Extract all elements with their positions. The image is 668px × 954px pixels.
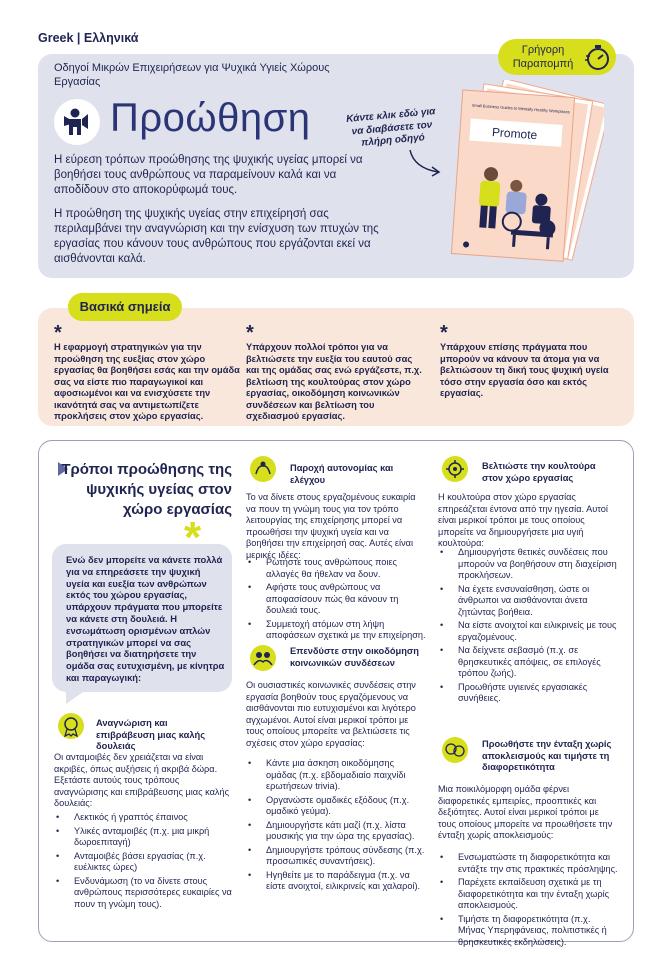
- intro-paragraph-2: Η προώθηση της ψυχικής υγείας στην επιχείρησή σας περιλαμβάνει την αναγνώριση και την ενίσχυση των πτυχών της εργασίας που κάνουν τους ανθρώπους που εργάζονται εκεί να αισθάνονται καλά.: [54, 208, 379, 265]
- list-item: • Ηγηθείτε με το παράδειγμα (π.χ. να είστε ανοιχτοί, ειλικρινείς και χαλαροί).: [246, 870, 426, 893]
- stopwatch-icon: [584, 42, 612, 72]
- quick-referral-badge[interactable]: [498, 39, 616, 75]
- culture-list: [438, 547, 618, 707]
- click-here-note[interactable]: Κάντε κλικ εδώ για να διαβάσετε τον πλήρη οδηγό: [345, 106, 436, 149]
- list-item: • Παρέχετε εκπαίδευση σχετικά με τη διαφορετικότητα και την ένταξη χωρίς αποκλεισμούς.: [438, 877, 618, 912]
- list-item: • Ρωτήστε τους ανθρώπους ποιες αλλαγές θα ήθελαν να δουν.: [246, 557, 426, 580]
- asterisk-icon: *: [246, 322, 254, 344]
- asterisk-icon: *: [440, 322, 448, 344]
- list-item: • Προωθήστε υγιεινές εργασιακές συνήθειες.: [438, 682, 618, 705]
- list-item: • Να δείχνετε σεβασμό (π.χ. σε θρησκευτικές απόψεις, σε επιλογές τρόπου ζωής).: [438, 645, 618, 680]
- group-people-icon: [250, 645, 276, 671]
- list-item: • Ενσωματώστε τη διαφορετικότητα και εντάξτε την στις πρακτικές πρόσληψης.: [438, 852, 618, 875]
- key-points-label: Βασικά σημεία: [68, 293, 182, 321]
- gear-icon: [442, 456, 468, 482]
- autonomy-list: [246, 557, 426, 644]
- inclusion-heading: Προωθήστε την ένταξη χωρίς αποκλεισμούς και τιμήστε τη διαφορετικότητα: [482, 739, 612, 772]
- list-item: • Οργανώστε ομαδικές εξόδους (π.χ. ομαδικό γεύμα).: [246, 795, 426, 818]
- list-item: • Να έχετε ενσυναίσθηση, ώστε οι άνθρωποι να αισθάνονται άνετα ζητώντας βοήθεια.: [438, 584, 618, 619]
- culture-body: Η κουλτούρα στον χώρο εργασίας επηρεάζεται έντονα από την ηγεσία. Αυτοί είναι μερικοί τρόποι με τους οποίους μπορείτε να δημιουργήσετε μια υγιή κουλτούρα:: [438, 492, 608, 548]
- list-item: • Δημιουργήστε κάτι μαζί (π.χ. λίστα μουσικής για την ώρα της εργασίας).: [246, 820, 426, 843]
- recognition-list: [54, 812, 234, 912]
- asterisk-icon: *: [184, 513, 202, 562]
- list-item: • Δημιουργήστε τρόπους σύνδεσης (π.χ. προσωπικές συναντήσεις).: [246, 845, 426, 868]
- full-guide-booklet[interactable]: [418, 80, 604, 292]
- social-list: [246, 758, 426, 895]
- medal-icon: [58, 713, 84, 739]
- social-body: Οι ουσιαστικές κοινωνικές συνδέσεις στην εργασία βοηθούν τους εργαζόμενους να αισθάνονται πιο ευτυχισμένοι και λιγότερο αγχωμένοι. Αυτοί είναι μερικοί τρόποι με τους οποίους μπορείτε να βελτιώσετε τις σχέσεις στον χώρο εργασίας:: [246, 680, 416, 748]
- guide-subtitle: Οδηγοί Μικρών Επιχειρήσεων για Ψυχικά Υγιείς Χώρους Εργασίας: [54, 62, 330, 88]
- recognition-heading: Αναγνώριση και επιβράβευση μιας καλής δουλειάς: [96, 718, 206, 751]
- culture-heading: Βελτιώστε την κουλτούρα στον χώρο εργασίας: [482, 461, 596, 483]
- inclusion-body: Μια ποικιλόμορφη ομάδα φέρνει διαφορετικές εμπειρίες, προοπτικές και δεξιότητες. Αυτοί είναι μερικοί τρόποι με τους οποίους μπορείτε να προωθήσετε την ένταξη χωρίς αποκλεισμούς:: [438, 784, 613, 840]
- social-heading: Επενδύστε στην οικοδόμηση κοινωνικών συνδέσεων: [290, 646, 419, 668]
- list-item: • Λεκτικός ή γραπτός έπαινος: [54, 812, 234, 824]
- list-item: • Ανταμοιβές βάσει εργασίας (π.χ. ευέλικτες ώρες): [54, 851, 234, 874]
- asterisk-icon: *: [54, 322, 62, 344]
- hands-icon: [250, 456, 276, 482]
- page-title: Προώθηση: [110, 96, 311, 140]
- faces-icon: [442, 737, 468, 763]
- recognition-body: Οι ανταμοιβές δεν χρειάζεται να είναι ακριβές, όπως αυξήσεις ή ακριβά δώρα. Εξετάστε αυτούς τους τρόπους αναγνώρισης και επιβράβευσης μιας καλής δουλειάς:: [54, 752, 230, 808]
- list-item: • Να είστε ανοιχτοί και ειλικρινείς με τους εργαζομένους.: [438, 620, 618, 643]
- intro-paragraph-1: Η εύρεση τρόπων προώθησης της ψυχικής υγείας μπορεί να βοηθήσει τους ανθρώπους να παραμείνουν καλά και να αποδίδουν στο αποκορύφωμά τους.: [54, 154, 363, 196]
- list-item: • Δημιουργήστε θετικές συνδέσεις που μπορούν να βοηθήσουν στη διαχείριση προκλήσεων.: [438, 547, 618, 582]
- booklet-header: Small Business Guides to Mentally Healthy Workplaces: [471, 102, 570, 115]
- key-point-1: Η εφαρμογή στρατηγικών για την προώθηση της ευεξίας στον χώρο εργασίας θα βοηθήσει εσάς και την ομάδα σας να είστε πιο παραγωγικοί και αφοσιωμένοι και να ενισχύσετε την ικανότητά σας να αντιμετωπίζετε προκλήσεις στον χώρο εργασίας.: [54, 342, 240, 421]
- inclusion-list: [438, 852, 618, 950]
- list-item: • Τιμήστε τη διαφορετικότητα (π.χ. Μήνας Υπερηφάνειας, πολιτιστικές ή θρησκευτικές εκδηλώσεις).: [438, 914, 618, 949]
- key-point-3: Υπάρχουν επίσης πράγματα που μπορούν να κάνουν τα άτομα για να βελτιώσουν τη δική τους ψυχική υγεία τόσο στην εργασία όσο και εκτός εργασίας.: [440, 342, 609, 398]
- autonomy-body: Το να δίνετε στους εργαζομένους ευκαιρία να πουν τη γνώμη τους για τον τρόπο λειτουργίας της επιχείρησης μπορεί να προωθήσει την ψυχική υγεία και να βοηθήσει την επιχείρησή σας. Αυτές είναι μερικές ιδέες:: [246, 492, 416, 560]
- list-item: • Συμμετοχή ατόμων στη λήψη αποφάσεων σχετικά με την επιχείρηση.: [246, 619, 426, 642]
- language-label: Greek | Ελληνικά: [38, 31, 139, 45]
- list-item: • Υλικές ανταμοιβές (π.χ. μια μικρή δωροεπιταγή): [54, 826, 234, 849]
- list-item: • Κάντε μια άσκηση οικοδόμησης ομάδας (π.χ. εβδομαδιαίο παιχνίδι ερωτήσεων trivia).: [246, 758, 426, 793]
- quick-referral-label: Γρήγορη Παραπομπή: [512, 44, 574, 70]
- list-item: • Ενδυνάμωση (το να δίνετε στους ανθρώπους περισσότερες ευκαιρίες να πουν τη γνώμη τους).: [54, 876, 234, 911]
- key-point-2: Υπάρχουν πολλοί τρόποι για να βελτιώσετε την ευεξία του εαυτού σας και της ομάδας σας ενώ εργάζεστε, π.χ. βελτίωση της κουλτούρας στον χώρο εργασίας, οικοδόμηση κοινωνικών συνδέσεων και βελτίωση του σχεδιασμού εργασίας.: [246, 342, 422, 421]
- callout-text: Ενώ δεν μπορείτε να κάνετε πολλά για να επηρεάσετε την ψυχική υγεία και ευεξία των ανθρώπων εκτός του χώρου εργασίας, υπάρχουν πράγματα που μπορείτε να κάνετε στη δουλειά. Η ενσωμάτωση ορισμένων απλών στρατηγικών μπορεί να σας βοηθήσει να διατηρήσετε την ομάδα σας ευτυχισμένη, με κίνητρα και παραγωγική:: [66, 554, 225, 683]
- autonomy-heading: Παροχή αυτονομίας και ελέγχου: [290, 463, 394, 485]
- megaphone-person-icon: [54, 99, 100, 145]
- list-item: • Αφήστε τους ανθρώπους να αποφασίσουν πώς θα κάνουν τη δουλειά τους.: [246, 582, 426, 617]
- callout-tail: [66, 690, 86, 704]
- strategies-title: Τρόποι προώθησης της ψυχικής υγείας στον χώρο εργασίας: [61, 461, 232, 518]
- booklet-title: Promote: [491, 125, 538, 143]
